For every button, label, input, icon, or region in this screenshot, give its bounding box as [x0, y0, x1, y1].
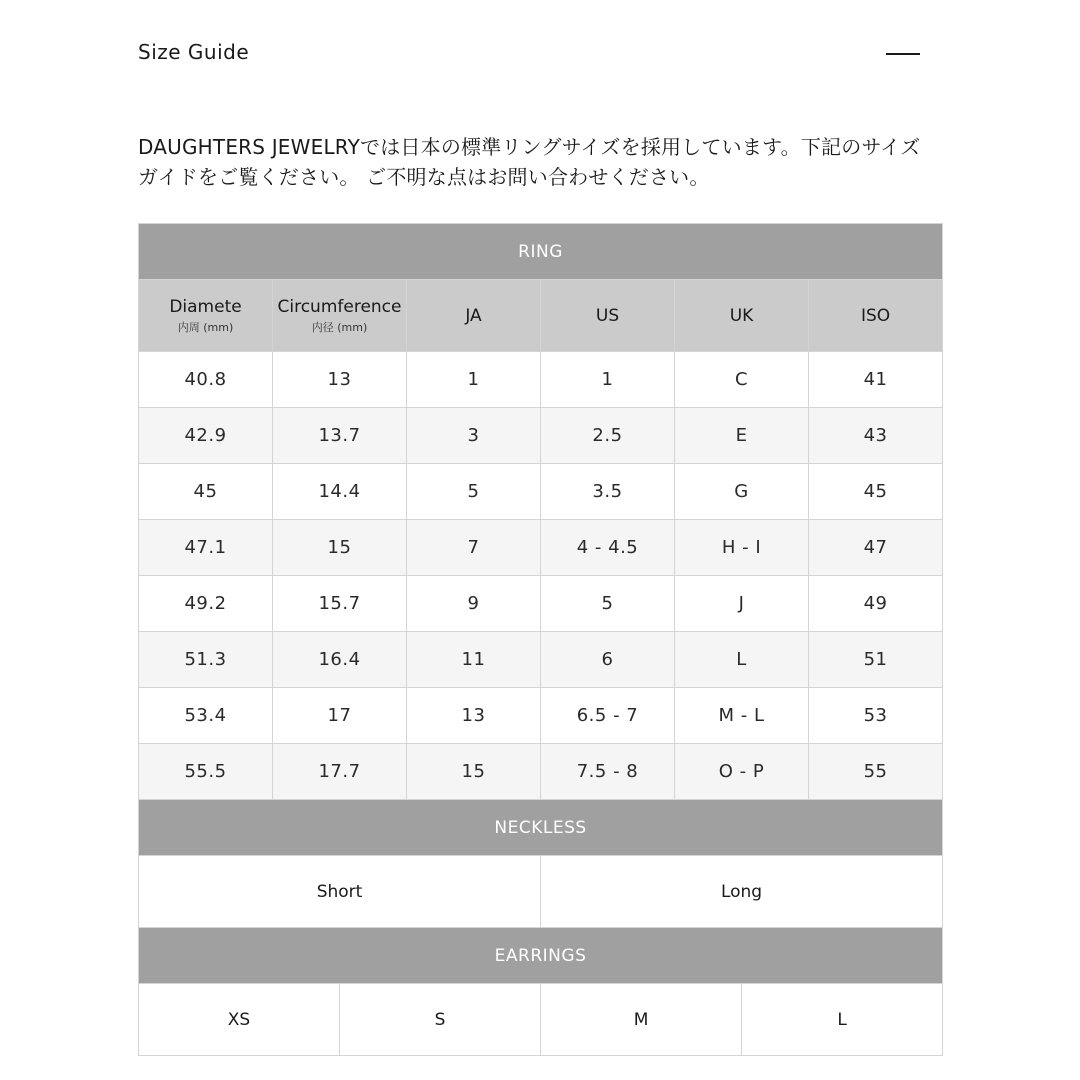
ring-size-cell: 13 — [407, 688, 541, 744]
ring-size-cell: 5 — [407, 464, 541, 520]
ring-size-cell: 7 — [407, 520, 541, 576]
minus-icon — [886, 53, 920, 55]
ring-size-cell: 15 — [273, 520, 407, 576]
page-title: Size Guide — [138, 40, 250, 64]
ring-size-row — [139, 744, 943, 800]
ring-size-cell: 55 — [809, 744, 943, 800]
ring-size-cell: 1 — [541, 352, 675, 408]
column-header-3 — [407, 280, 541, 352]
intro-text: DAUGHTERS JEWELRYでは日本の標準リングサイズを採用しています。下記のサイズガイドをご覧ください。 ご不明な点はお問い合わせください。 — [138, 135, 921, 189]
ring-size-cell: 43 — [809, 408, 943, 464]
neckless-size-option: Short — [139, 856, 541, 928]
ring-size-cell: 1 — [407, 352, 541, 408]
column-header-5 — [675, 280, 809, 352]
ring-size-row — [139, 576, 943, 632]
ring-size-cell: C — [675, 352, 809, 408]
ring-size-cell: 55.5 — [139, 744, 273, 800]
ring-size-cell: 2.5 — [541, 408, 675, 464]
ring-size-cell: 6.5 - 7 — [541, 688, 675, 744]
column-header-1 — [139, 280, 273, 352]
ring-size-cell: 17 — [273, 688, 407, 744]
ring-size-cell: L — [675, 632, 809, 688]
ring-size-cell: 51.3 — [139, 632, 273, 688]
ring-size-cell: 41 — [809, 352, 943, 408]
ring-size-cell: 13.7 — [273, 408, 407, 464]
ring-size-cell: 7.5 - 8 — [541, 744, 675, 800]
column-header-unit: 内周 (mm) — [177, 320, 234, 334]
ring-size-row — [139, 464, 943, 520]
column-header-label: JA — [465, 305, 482, 326]
ring-size-row — [139, 632, 943, 688]
earrings-size-option: XS — [227, 1009, 251, 1030]
earrings-section-header: EARRINGS — [139, 928, 943, 984]
column-header-4 — [541, 280, 675, 352]
ring-size-cell: 3 — [407, 408, 541, 464]
column-header-unit: 内径 (mm) — [311, 320, 368, 334]
ring-size-cell: 13 — [273, 352, 407, 408]
ring-size-cell: 6 — [541, 632, 675, 688]
column-header-label: Diamete — [169, 296, 242, 317]
earrings-size-option: L — [741, 984, 942, 1055]
ring-size-row — [139, 688, 943, 744]
ring-size-cell: 51 — [809, 632, 943, 688]
ring-size-cell: 53.4 — [139, 688, 273, 744]
column-header-6 — [809, 280, 943, 352]
column-header-label: Circumference — [277, 296, 402, 317]
column-header-label: ISO — [860, 305, 891, 326]
neckless-options-row — [139, 856, 943, 928]
earrings-options-container — [139, 984, 943, 1056]
column-header-label: US — [595, 305, 620, 326]
column-header-label: UK — [729, 305, 754, 326]
ring-size-cell: 40.8 — [139, 352, 273, 408]
ring-size-cell: J — [675, 576, 809, 632]
ring-size-cell: 47.1 — [139, 520, 273, 576]
ring-size-cell: H - I — [675, 520, 809, 576]
earrings-size-option: S — [339, 984, 540, 1055]
size-guide-table — [138, 223, 943, 1056]
ring-section-header: RING — [139, 224, 943, 280]
ring-size-cell: 4 - 4.5 — [541, 520, 675, 576]
ring-size-cell: 49.2 — [139, 576, 273, 632]
ring-size-cell: 17.7 — [273, 744, 407, 800]
ring-column-headers — [139, 280, 943, 352]
ring-size-cell: 16.4 — [273, 632, 407, 688]
ring-size-cell: 45 — [809, 464, 943, 520]
ring-size-row — [139, 352, 943, 408]
neckless-section-header: NECKLESS — [139, 800, 943, 856]
ring-size-cell: 47 — [809, 520, 943, 576]
ring-size-cell: 5 — [541, 576, 675, 632]
ring-size-row — [139, 520, 943, 576]
ring-size-cell: 42.9 — [139, 408, 273, 464]
ring-size-cell: 49 — [809, 576, 943, 632]
ring-size-cell: E — [675, 408, 809, 464]
ring-size-cell: 45 — [139, 464, 273, 520]
ring-size-cell: 11 — [407, 632, 541, 688]
ring-size-cell: M - L — [675, 688, 809, 744]
ring-size-cell: G — [675, 464, 809, 520]
earrings-options-row — [139, 984, 943, 1056]
neckless-size-option: Long — [541, 856, 943, 928]
ring-size-row — [139, 408, 943, 464]
earrings-size-option: M — [540, 984, 741, 1055]
size-guide-header — [138, 36, 922, 72]
ring-size-cell: 14.4 — [273, 464, 407, 520]
ring-size-cell: O - P — [675, 744, 809, 800]
ring-size-cell: 3.5 — [541, 464, 675, 520]
ring-size-cell: 15.7 — [273, 576, 407, 632]
collapse-button[interactable] — [886, 40, 922, 68]
ring-size-cell: 9 — [407, 576, 541, 632]
ring-size-cell: 53 — [809, 688, 943, 744]
column-header-2 — [273, 280, 407, 352]
ring-size-cell: 15 — [407, 744, 541, 800]
